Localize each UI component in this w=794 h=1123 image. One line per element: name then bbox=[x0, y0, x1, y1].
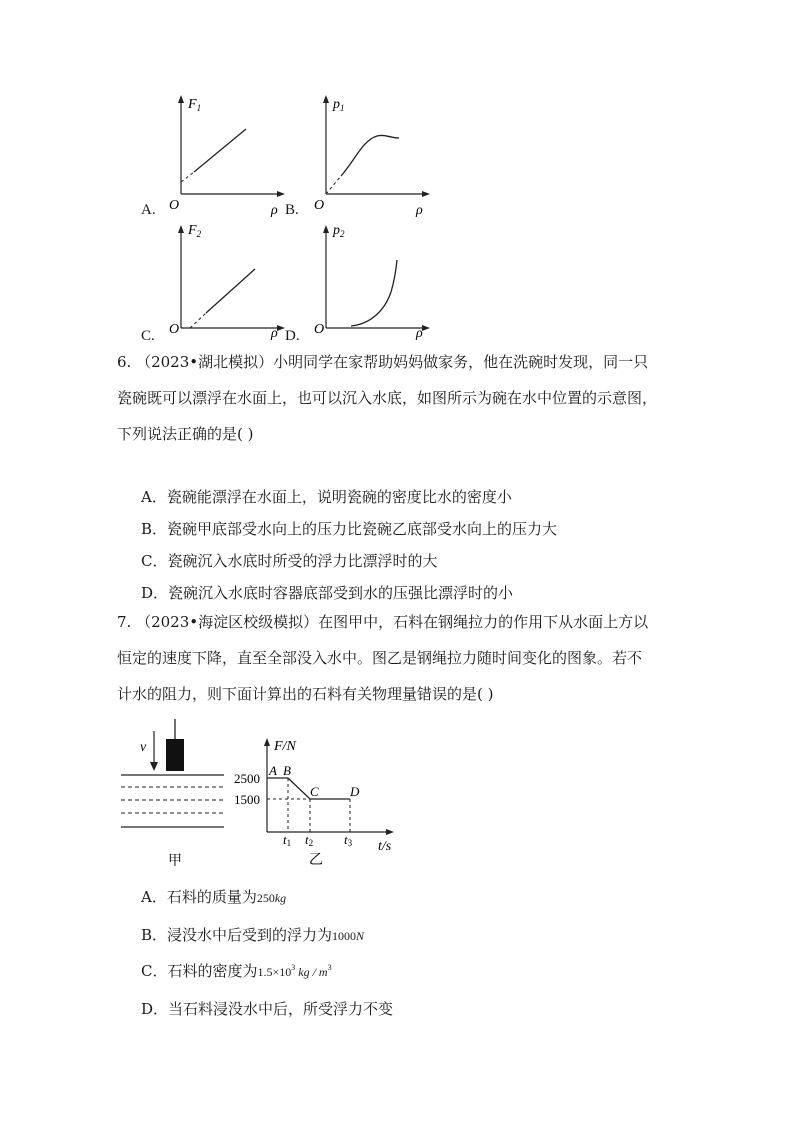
dashed-segment bbox=[181, 172, 194, 182]
question-6-choice-a: A．瓷碗能漂浮在水面上，说明瓷碗的密度比水的密度小 bbox=[141, 488, 512, 506]
choice-a-text: A．石料的质量为 bbox=[141, 888, 257, 906]
option-b-letter: B. bbox=[285, 202, 299, 218]
graph-line bbox=[194, 129, 246, 172]
choice-c-exponent: 3 bbox=[291, 963, 296, 972]
option-b-graph bbox=[305, 92, 440, 222]
point-d-label: D bbox=[350, 784, 360, 799]
question-7-stem bbox=[117, 606, 692, 710]
question-6-line: 6. （2023•湖北模拟）小明同学在家帮助妈妈做家务，他在洗碗时发现，同一只 bbox=[117, 353, 649, 371]
y-axis-arrow bbox=[178, 95, 184, 103]
figure-jia bbox=[118, 715, 233, 870]
origin-label: O bbox=[314, 198, 325, 213]
question-6-stem bbox=[117, 346, 692, 450]
stone-block bbox=[166, 739, 184, 771]
origin-label: O bbox=[314, 322, 325, 337]
x-label: ρ bbox=[416, 203, 423, 218]
y-label: $p_2$ bbox=[333, 223, 345, 239]
point-b-label: B bbox=[283, 763, 291, 778]
option-c-graph bbox=[160, 218, 295, 348]
option-d-graph bbox=[305, 218, 440, 348]
y-axis-arrow bbox=[323, 225, 329, 233]
graph-curve bbox=[341, 135, 399, 176]
y-axis-label: F/N bbox=[274, 739, 296, 754]
option-c-letter: C. bbox=[141, 328, 155, 344]
choice-b-value: 1000 bbox=[332, 929, 357, 943]
dashed-segment bbox=[190, 313, 206, 328]
question-6-choice-b: B．瓷碗甲底部受水向上的压力比瓷碗乙底部受水向上的压力大 bbox=[141, 520, 558, 538]
choice-b-unit: N bbox=[356, 929, 365, 943]
dashed-segment bbox=[326, 176, 341, 194]
x-axis-arrow bbox=[277, 325, 285, 331]
question-6-choice-c: C．瓷碗沉入水底时所受的浮力比漂浮时的大 bbox=[141, 552, 438, 570]
x-label: ρ bbox=[271, 203, 278, 218]
y-axis-arrow bbox=[264, 738, 270, 746]
graph-line bbox=[206, 269, 255, 313]
choice-b-text: B．浸没水中后受到的浮力为 bbox=[141, 926, 333, 944]
x-axis-arrow bbox=[422, 325, 430, 331]
x-axis-arrow bbox=[277, 191, 285, 197]
figure-yi bbox=[232, 730, 407, 870]
question-7-line: 计水的阻力，则下面计算出的石料有关物理量错误的是( ) bbox=[117, 685, 494, 703]
option-a-graph bbox=[160, 92, 295, 222]
choice-a-unit: kg bbox=[274, 891, 287, 905]
question-6-choice-d: D．瓷碗沉入水底时容器底部受到水的压强比漂浮时的小 bbox=[141, 584, 514, 602]
x-tick-t1: t1 bbox=[283, 832, 292, 848]
y-label: $F_1$ bbox=[188, 97, 202, 113]
question-6-line: 下列说法正确的是( ) bbox=[117, 425, 254, 443]
option-d-letter: D. bbox=[285, 328, 300, 344]
point-c-label: C bbox=[310, 784, 319, 799]
x-axis-label: t/s bbox=[378, 839, 392, 854]
graph-curve bbox=[351, 260, 397, 326]
point-a-label: A bbox=[269, 763, 277, 778]
y-label: $F_2$ bbox=[188, 223, 202, 239]
figure-yi-caption: 乙 bbox=[309, 853, 323, 868]
x-label: ρ bbox=[416, 326, 423, 341]
x-label: ρ bbox=[271, 326, 278, 341]
question-7-choice-c bbox=[141, 960, 332, 981]
choice-c-unit: kg / m bbox=[298, 965, 328, 979]
choice-c-text: C．石料的密度为 bbox=[141, 962, 258, 980]
question-7-choice-d: D．当石料浸没水中后，所受浮力不变 bbox=[141, 1000, 394, 1018]
figure-jia-caption: 甲 bbox=[168, 854, 182, 869]
question-7-choice-b bbox=[141, 924, 364, 945]
y-tick-2500: 2500 bbox=[234, 771, 260, 786]
x-axis-arrow bbox=[422, 191, 430, 197]
question-7-choice-a bbox=[141, 886, 286, 907]
y-label: $p_1$ bbox=[333, 97, 345, 113]
origin-label: O bbox=[169, 198, 180, 213]
option-a-letter: A. bbox=[141, 202, 156, 218]
velocity-label: v bbox=[140, 740, 147, 755]
x-tick-t2: t2 bbox=[305, 832, 314, 848]
question-6-line: 瓷碗既可以漂浮在水面上，也可以沉入水底，如图所示为碗在水中位置的示意图， bbox=[117, 389, 658, 407]
force-graph-line bbox=[267, 778, 350, 799]
y-tick-1500: 1500 bbox=[234, 792, 260, 807]
choice-a-value: 250 bbox=[256, 891, 275, 905]
question-7-line: 7. （2023•海淀区校级模拟）在图甲中，石料在钢绳拉力的作用下从水面上方以 bbox=[117, 613, 649, 631]
choice-c-unit-exponent: 3 bbox=[327, 963, 332, 972]
choice-c-value: 1.5×10 bbox=[257, 965, 292, 979]
y-axis-arrow bbox=[178, 225, 184, 233]
velocity-arrowhead bbox=[150, 762, 158, 771]
question-7-line: 恒定的速度下降，直至全部没入水中。图乙是钢绳拉力随时间变化的图象。若不 bbox=[117, 649, 643, 667]
y-axis-arrow bbox=[323, 95, 329, 103]
x-tick-t3: t3 bbox=[344, 832, 353, 848]
origin-label: O bbox=[169, 322, 180, 337]
x-axis-arrow bbox=[386, 829, 394, 835]
